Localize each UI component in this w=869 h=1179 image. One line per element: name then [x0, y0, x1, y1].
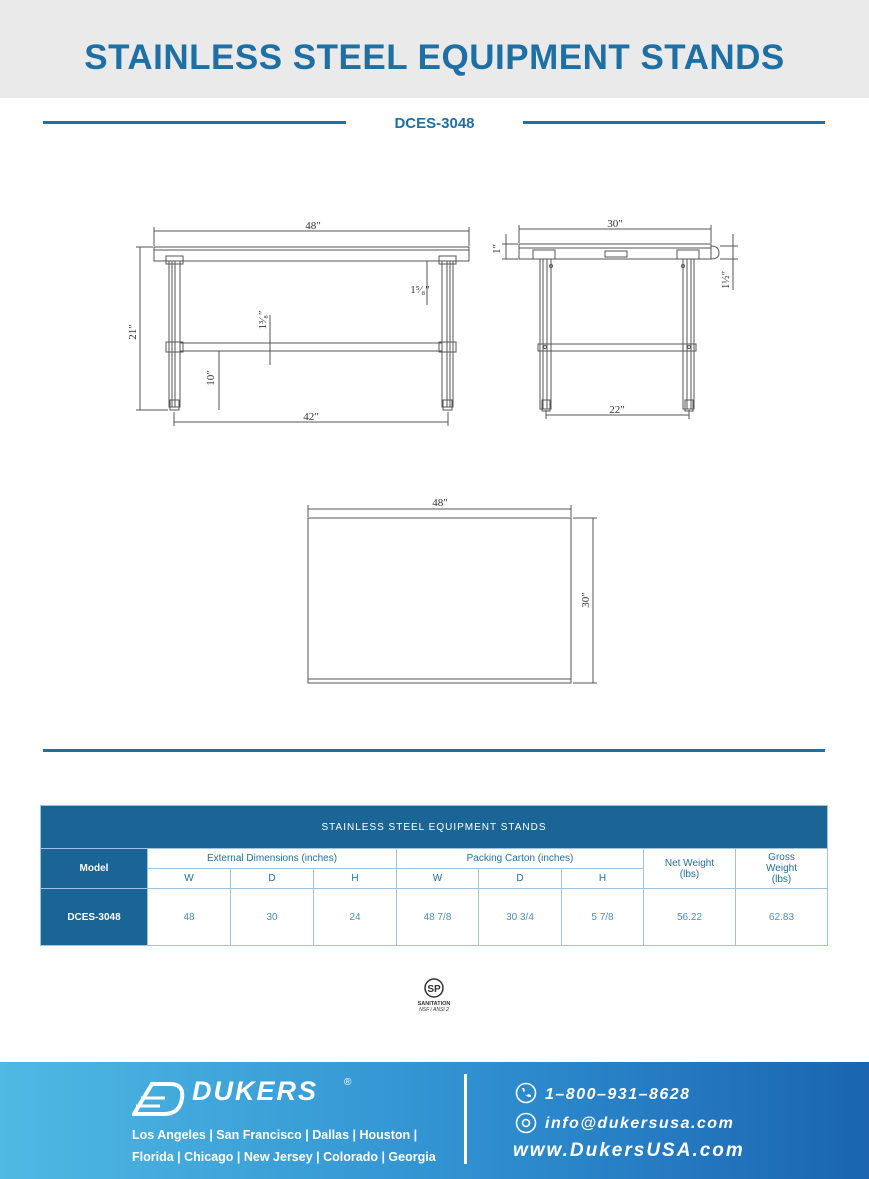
website-link[interactable]: www.DukersUSA.com: [513, 1140, 745, 1161]
table-title: STAINLESS STEEL EQUIPMENT STANDS: [41, 806, 828, 849]
net-weight-header: [644, 849, 736, 889]
ext-h-value: 24: [314, 889, 397, 946]
table-row: [41, 889, 828, 946]
phone-icon: [515, 1082, 537, 1104]
pack-d-value: 30 3/4: [479, 889, 562, 946]
cert-line2: NSF / ANSI 2: [419, 1007, 449, 1013]
svg-text:SP: SP: [427, 984, 441, 995]
pack-h-header: H: [562, 869, 644, 889]
phone-number[interactable]: 1–800–931–8628: [545, 1086, 691, 1103]
top-thickness-label: 1″: [491, 243, 503, 255]
front-view: [136, 227, 469, 426]
shelf-gap-label: 1³⁄₈″: [257, 310, 269, 330]
edge-label: 1½″: [720, 270, 732, 290]
pack-d-header: D: [479, 869, 562, 889]
brand-name: DUKERS: [192, 1076, 319, 1106]
pack-w-value: 48 7/8: [397, 889, 479, 946]
side-leg-span-label: 22″: [609, 404, 625, 416]
divider-bottom: [43, 749, 825, 752]
ext-h-header: H: [314, 869, 397, 889]
ext-w-header: W: [148, 869, 231, 889]
spec-table: [40, 805, 828, 946]
gross-weight-header-label: Gross Weight (lbs): [766, 852, 797, 885]
side-view: [502, 225, 738, 419]
ext-d-value: 30: [231, 889, 314, 946]
pack-h-value: 5 7/8: [562, 889, 644, 946]
model-column-header: Model: [41, 849, 148, 889]
shelf-height-label: 10″: [205, 370, 217, 386]
front-width-label: 48″: [305, 220, 321, 232]
front-height-label: 21″: [127, 324, 139, 340]
top-view: [308, 505, 597, 683]
certification-mark-icon: [412, 976, 456, 1014]
at-sign-icon: [515, 1112, 537, 1134]
ext-d-header: D: [231, 869, 314, 889]
cities-line-1: Los Angeles | San Francisco | Dallas | Houston |: [132, 1128, 418, 1142]
model-code: DCES-3048: [394, 115, 475, 132]
cert-line1: SANITATION: [417, 1001, 451, 1007]
front-leg-span-label: 42″: [303, 411, 319, 423]
gross-weight-value: 62.83: [736, 889, 828, 946]
page-title: STAINLESS STEEL EQUIPMENT STANDS: [84, 38, 785, 77]
top-view-depth-label: 30″: [580, 592, 592, 608]
footer-divider: [464, 1074, 467, 1164]
row-model: DCES-3048: [41, 889, 148, 946]
side-depth-label: 30″: [607, 218, 623, 230]
registered-mark: ®: [344, 1077, 352, 1088]
net-weight-value: 56.22: [644, 889, 736, 946]
gross-weight-header: [736, 849, 828, 889]
top-view-width-label: 48″: [432, 497, 448, 509]
pack-w-header: W: [397, 869, 479, 889]
ext-w-value: 48: [148, 889, 231, 946]
top-gap-label: 1⁵⁄₈″: [410, 284, 430, 296]
net-weight-header-label: Net Weight (lbs): [664, 857, 715, 880]
cities-line-2: Florida | Chicago | New Jersey | Colorado | Georgia: [132, 1150, 436, 1164]
email-address[interactable]: info@dukersusa.com: [545, 1115, 735, 1132]
packing-carton-header: Packing Carton (inches): [397, 849, 644, 869]
external-dimensions-header: External Dimensions (inches): [148, 849, 397, 869]
dukers-logo-icon: [132, 1076, 190, 1118]
